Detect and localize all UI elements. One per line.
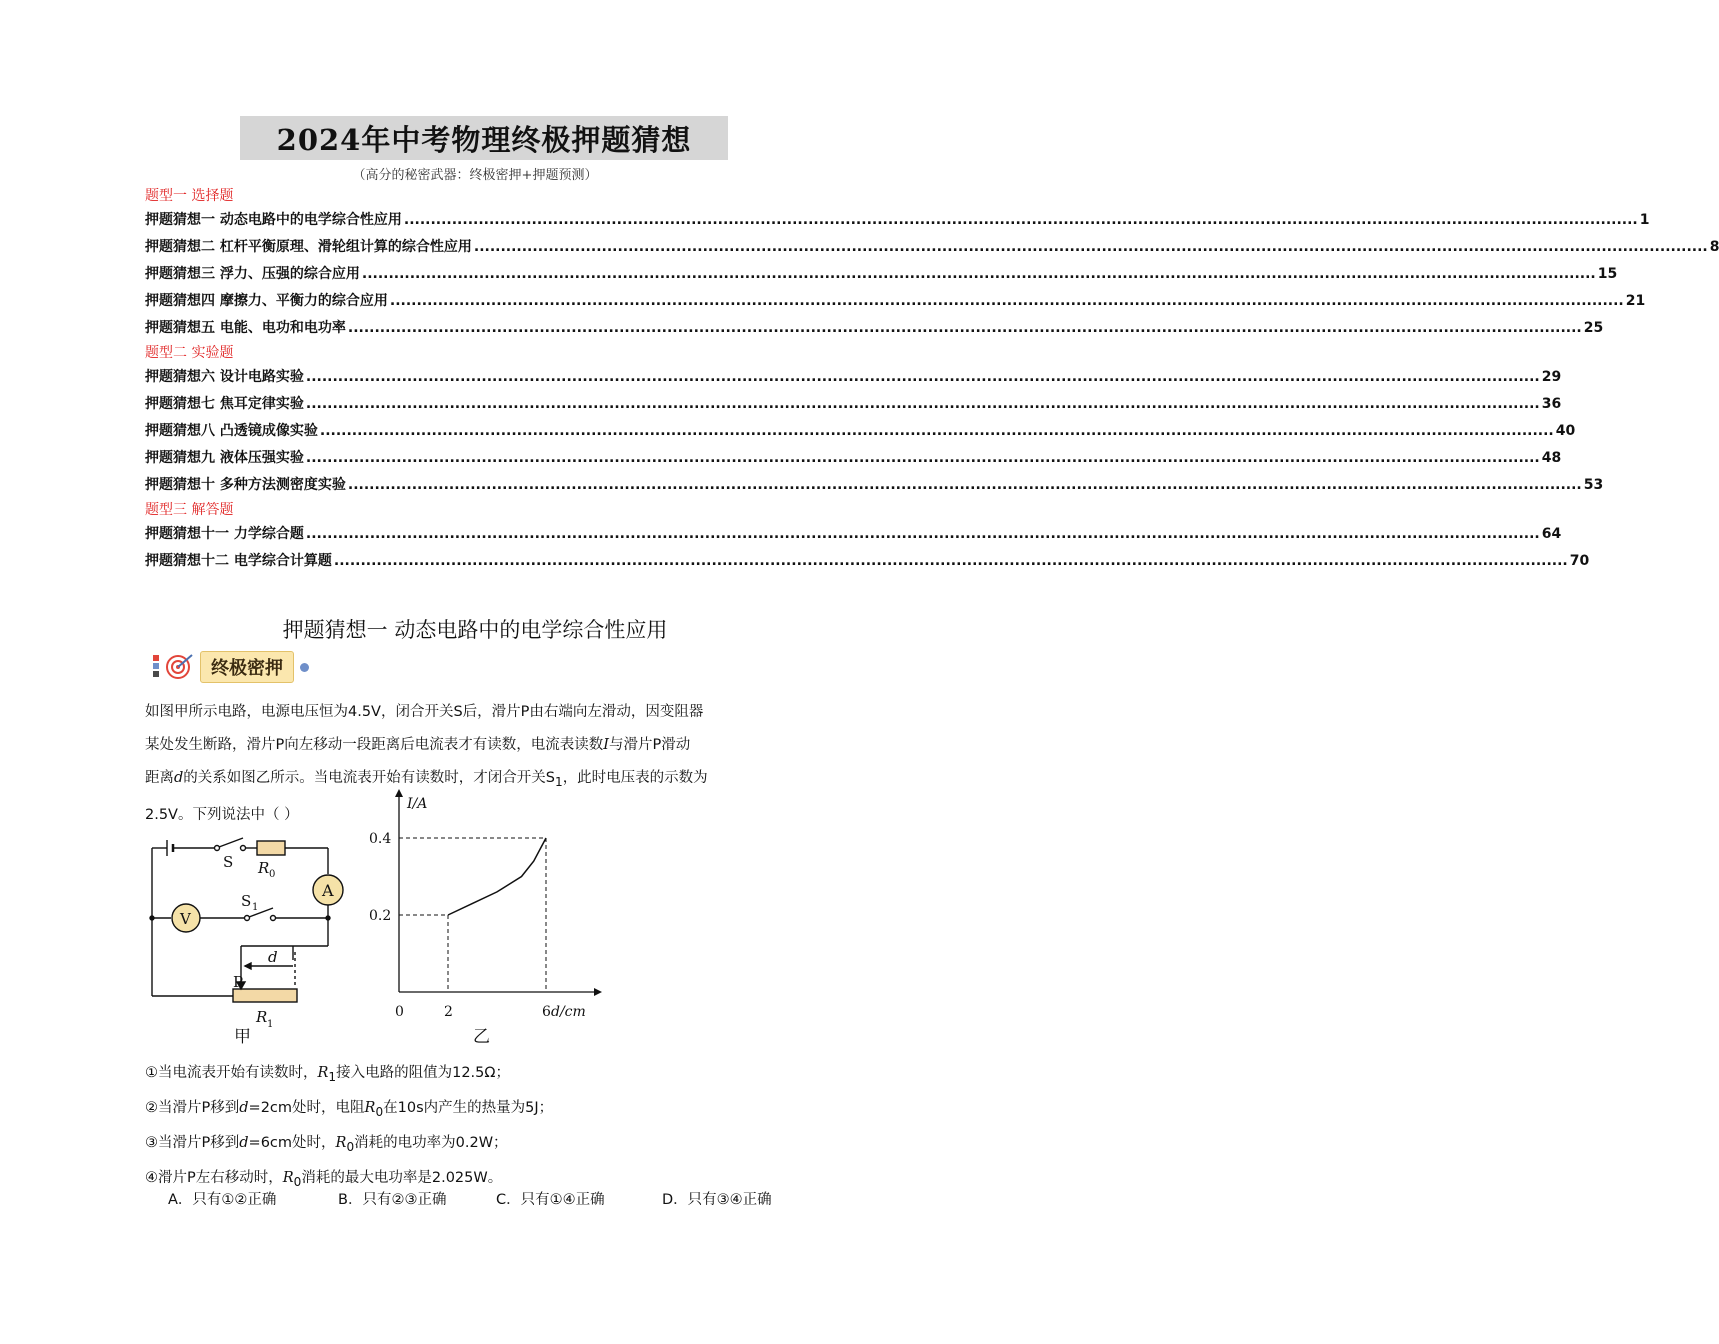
switch-s1-label: S <box>241 892 252 910</box>
x-axis-arrow <box>594 988 602 996</box>
toc-item-label: 押题猜想六 设计电路实验 <box>145 369 304 385</box>
toc-item[interactable] <box>145 418 1576 445</box>
toc-item-label: 押题猜想九 液体压强实验 <box>145 450 304 466</box>
statement-text: ③当滑片P移到 <box>145 1134 240 1151</box>
toc-item-label: 押题猜想五 电能、电功和电功率 <box>145 320 346 336</box>
toc-item-label: 押题猜想十一 力学综合题 <box>145 526 304 542</box>
badge-label: 终极密押 <box>200 651 294 683</box>
stem-text: ，此时电压表的示数为 <box>562 770 708 786</box>
figure-caption-jia: 甲 <box>234 1027 251 1047</box>
toc-page-number: 8 <box>1709 239 1719 255</box>
section-heading: 押题猜想一 动态电路中的电学综合性应用 <box>282 618 668 642</box>
y-tick-label: 0.4 <box>369 831 392 847</box>
subscript: 0 <box>346 1139 355 1154</box>
y-tick-label: 0.2 <box>369 908 392 924</box>
toc-item-label: 押题猜想三 浮力、压强的综合应用 <box>145 266 360 282</box>
toc-leader <box>348 315 1582 342</box>
x-tick-label: 6 <box>542 1004 551 1020</box>
statement-list <box>145 1058 811 1198</box>
toc-item[interactable] <box>145 472 1604 499</box>
stem-line: 某处发生断路，滑片P向左移动一段距离后电流表才有读数，电流表读数 <box>145 737 604 753</box>
subscript: 1 <box>328 1069 337 1084</box>
toc-page-number: 64 <box>1541 526 1562 542</box>
choice-d[interactable]: D．只有③④正确 <box>662 1192 772 1208</box>
statement-3 <box>145 1128 811 1163</box>
choice-c[interactable]: C．只有①④正确 <box>496 1192 605 1208</box>
x-tick-label: 2 <box>444 1004 453 1020</box>
variable: d <box>174 770 184 786</box>
toc-page-number: 53 <box>1583 477 1604 493</box>
r1-label: R <box>256 1008 268 1026</box>
document-subtitle: （高分的秘密武器：终极密押+押题预测） <box>352 168 598 183</box>
toc-item-label: 押题猜想七 焦耳定律实验 <box>145 396 304 412</box>
toc-item[interactable] <box>145 234 1719 261</box>
variable: R <box>317 1065 329 1081</box>
toc-item[interactable] <box>145 364 1562 391</box>
switch-s-label: S <box>223 853 234 871</box>
badge-dot <box>300 663 309 672</box>
choice-b[interactable]: B．只有②③正确 <box>338 1192 447 1208</box>
statement-text: ①当电流表开始有读数时， <box>145 1065 318 1081</box>
statement-text: 在10s内产生的热量为5J； <box>383 1099 554 1116</box>
toc-leader <box>306 391 1540 418</box>
toc-leader <box>348 472 1582 499</box>
toc-section-label: 题型三 解答题 <box>145 502 234 518</box>
toc-leader <box>334 548 1568 575</box>
statement-text: 接入电路的阻值为12.5Ω； <box>336 1065 510 1081</box>
choice-a[interactable]: A．只有①②正确 <box>168 1192 277 1208</box>
ammeter-label: A <box>322 881 334 900</box>
variable: R <box>335 1134 347 1151</box>
slider-p-label: P <box>233 973 244 991</box>
toc-page-number: 1 <box>1639 212 1650 228</box>
distance-d-label: d <box>268 948 278 966</box>
toc-section-label: 题型二 实验题 <box>145 345 234 361</box>
subscript: 0 <box>293 1174 302 1189</box>
answer-choices <box>168 1188 828 1209</box>
toc-page-number: 25 <box>1583 320 1604 336</box>
variable: R <box>364 1099 376 1116</box>
toc-leader <box>306 364 1540 391</box>
toc-item-label: 押题猜想一 动态电路中的电学综合性应用 <box>145 212 402 228</box>
toc-page-number: 21 <box>1625 293 1646 309</box>
toc-leader <box>404 207 1638 234</box>
document-title: 2024年中考物理终极押题猜想 <box>276 123 692 157</box>
toc-leader <box>474 234 1708 261</box>
toc-item-label: 押题猜想十 多种方法测密度实验 <box>145 477 346 493</box>
x-tick-label: 0 <box>395 1004 404 1020</box>
toc-page-number: 48 <box>1541 450 1562 466</box>
stem-line: 2.5V。下列说法中（ ） <box>145 806 299 823</box>
toc-item[interactable] <box>145 207 1650 234</box>
toc-item-label: 押题猜想四 摩擦力、平衡力的综合应用 <box>145 293 388 309</box>
variable: I <box>603 737 609 753</box>
section-badge <box>152 650 309 684</box>
statement-text: ②当滑片P移到 <box>145 1099 240 1116</box>
toc-item[interactable] <box>145 521 1562 548</box>
toc-item[interactable] <box>145 261 1618 288</box>
variable: d <box>239 1099 249 1116</box>
statement-1 <box>145 1058 811 1093</box>
statement-2 <box>145 1093 811 1128</box>
toc-item-label: 押题猜想十二 电学综合计算题 <box>145 553 332 569</box>
toc-item-label: 押题猜想二 杠杆平衡原理、滑轮组计算的综合性应用 <box>145 239 472 255</box>
statement-text: 消耗的最大电功率是2.025W。 <box>301 1169 503 1186</box>
stem-line: 如图甲所示电路，电源电压恒为4.5V，闭合开关S后，滑片P由右端向左滑动，因变阻器 <box>145 704 704 720</box>
variable: d <box>239 1134 249 1151</box>
voltmeter-label: V <box>180 910 191 928</box>
toc-item[interactable] <box>145 288 1646 315</box>
toc-item[interactable] <box>145 315 1604 342</box>
toc-leader <box>390 288 1624 315</box>
toc-leader <box>362 261 1596 288</box>
target-icon <box>152 652 194 682</box>
toc-page-number: 15 <box>1597 266 1618 282</box>
toc-page-number: 36 <box>1541 396 1562 412</box>
toc-item[interactable] <box>145 548 1590 575</box>
statement-text: =2cm处时，电阻 <box>248 1099 365 1116</box>
toc-leader <box>320 418 1554 445</box>
stem-line: 距离 <box>145 770 174 786</box>
variable: R <box>282 1169 294 1186</box>
subscript: 1 <box>555 774 563 789</box>
toc-page-number: 40 <box>1555 423 1576 439</box>
subscript: 0 <box>375 1104 384 1119</box>
toc-page-number: 70 <box>1569 553 1590 569</box>
r0-subscript: 0 <box>269 869 276 880</box>
toc-leader <box>306 521 1540 548</box>
toc-item-label: 押题猜想八 凸透镜成像实验 <box>145 423 318 439</box>
toc-page-number: 29 <box>1541 369 1562 385</box>
figure-caption-yi: 乙 <box>473 1027 490 1047</box>
s1-subscript: 1 <box>252 902 259 913</box>
toc-item[interactable] <box>145 445 1562 472</box>
stem-text: 的关系如图乙所示。当电流表开始有读数时，才闭合开关S <box>183 770 555 786</box>
statement-text: 消耗的电功率为0.2W； <box>354 1134 508 1151</box>
x-axis-label: d/cm <box>551 1004 586 1020</box>
table-of-contents <box>145 185 1719 575</box>
stem-text: 与滑片P滑动 <box>608 737 691 753</box>
r1-subscript: 1 <box>267 1019 274 1030</box>
statement-text: ④滑片P左右移动时， <box>145 1169 283 1186</box>
question-stem <box>145 696 811 832</box>
r0-label: R <box>258 859 270 877</box>
series-line <box>448 838 546 915</box>
toc-section-label: 题型一 选择题 <box>145 188 234 204</box>
statement-text: =6cm处时， <box>248 1134 336 1151</box>
toc-item[interactable] <box>145 391 1562 418</box>
y-axis-label: I/A <box>407 796 428 812</box>
toc-leader <box>306 445 1540 472</box>
